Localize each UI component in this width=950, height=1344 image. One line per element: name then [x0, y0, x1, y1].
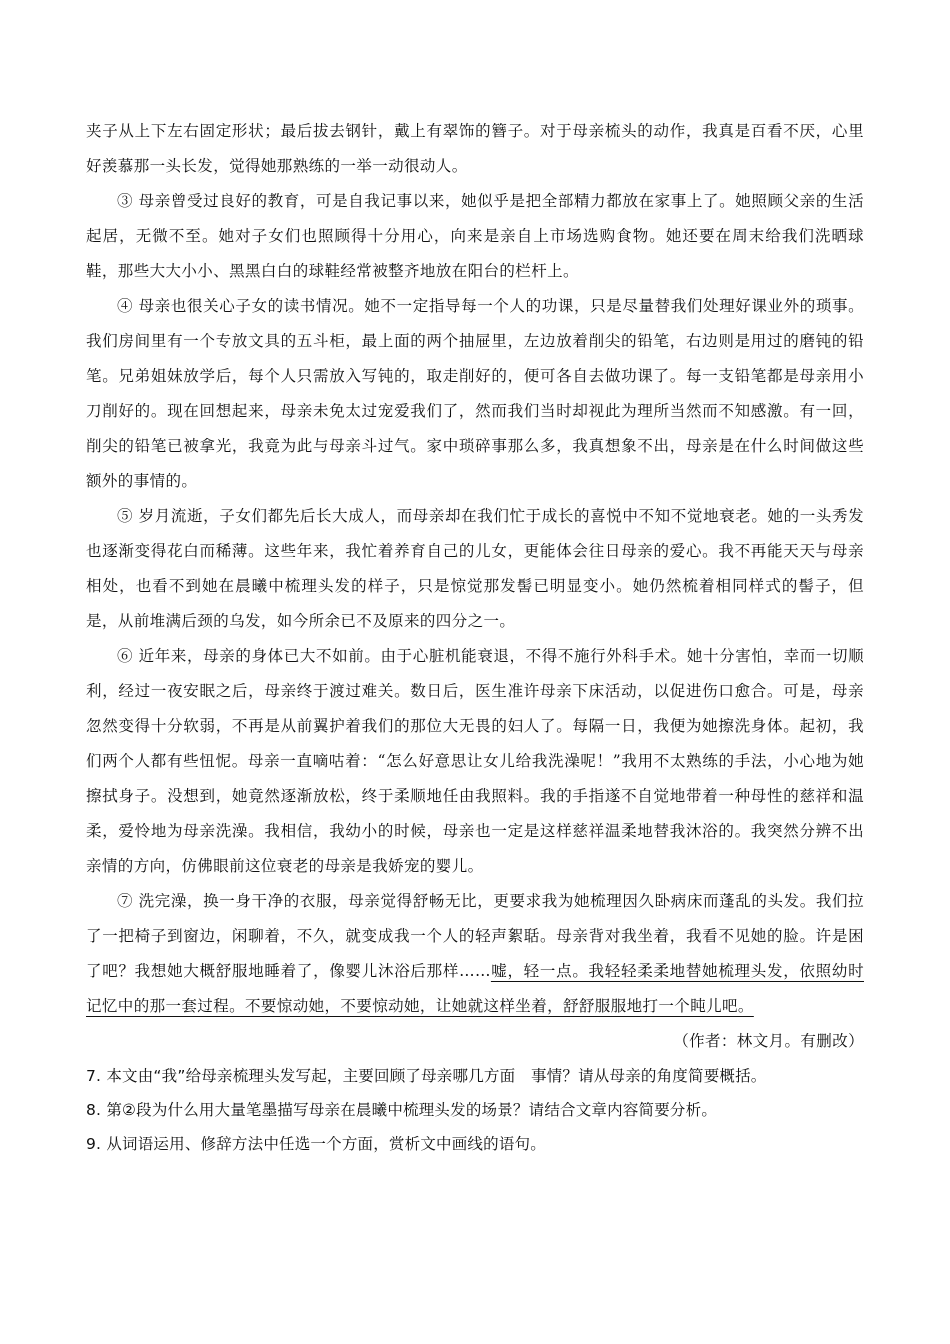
author-credit: （作者：林文月。有删改） — [673, 1032, 864, 1050]
paragraph-continued: 夹子从上下左右固定形状；最后拔去钢针，戴上有翠饰的簪子。对于母亲梳头的动作，我真是百看不厌，心里好羡慕那一头长发，觉得她那熟练的一举一动很动人。 — [86, 122, 864, 175]
question-number: 8. — [86, 1101, 102, 1119]
paragraph-7 — [86, 884, 864, 1024]
question-text: 第②段为什么用大量笔墨描写母亲在晨曦中梳理头发的场景？请结合文章内容简要分析。 — [101, 1101, 718, 1119]
question-text: 本文由“我”给母亲梳理头发写起，主要回顾了母亲哪几方面 事情？请从母亲的角度简要概括。 — [101, 1067, 767, 1085]
question-7 — [86, 1059, 864, 1093]
question-8 — [86, 1093, 864, 1127]
underlined-sentence: 嘘，轻一点。我轻轻柔柔地替她梳理头发，依照幼时记忆中的那一套过程。不要惊动她，不要惊动她，让她就这样坐着，舒舒服服地打一个盹儿吧。 — [86, 962, 864, 1015]
question-9 — [86, 1127, 864, 1161]
paragraph-7-text: ⑦ 洗完澡，换一身干净的衣服，母亲觉得舒畅无比，更要求我为她梳理因久卧病床而蓬乱的头发。我们拉了一把椅子到窗边，闲聊着，不久，就变成我一个人的轻声絮聒。母亲背对我坐着，我看不见她的脸。许是困了吧？我想她大概舒服地睡着了，像婴儿沐浴后那样…… — [86, 892, 864, 980]
paragraph-3: ③ 母亲曾受过良好的教育，可是自我记事以来，她似乎是把全部精力都放在家事上了。她照顾父亲的生活起居，无微不至。她对子女们也照顾得十分用心，向来是亲自上市场选购食物。她还要在周末给我们洗晒球鞋，那些大大小小、黑黑白白的球鞋经常被整齐地放在阳台的栏杆上。 — [86, 192, 864, 280]
paragraph-6: ⑥ 近年来，母亲的身体已大不如前。由于心脏机能衰退，不得不施行外科手术。她十分害怕，幸而一切顺利，经过一夜安眠之后，母亲终于渡过难关。数日后，医生准许母亲下床活动，以促进伤口愈合。可是，母亲忽然变得十分软弱，不再是从前翼护着我们的那位大无畏的妇人了。每隔一日，我便为她擦洗身体。起初，我们两个人都有些忸怩。母亲一直嘀咕着：“怎么好意思让女儿给我洗澡呢！”我用不太熟练的手法，小心地为她擦拭身子。没想到，她竟然逐渐放松，终于柔顺地任由我照料。我的手指遂不自觉地带着一种母性的慈祥和温柔，爱怜地为母亲洗澡。我相信，我幼小的时候，母亲也一定是这样慈祥温柔地替我沐浴的。我突然分辨不出亲情的方向，仿佛眼前这位衰老的母亲是我娇宠的婴儿。 — [86, 647, 864, 875]
paragraph-4: ④ 母亲也很关心子女的读书情况。她不一定指导每一个人的功课，只是尽量替我们处理好课业外的琐事。我们房间里有一个专放文具的五斗柜，最上面的两个抽屉里，左边放着削尖的铅笔，右边则是用过的磨钝的铅笔。兄弟姐妹放学后，每个人只需放入写钝的，取走削好的，便可各自去做功课了。每一支铅笔都是母亲用小刀削好的。现在回想起来，母亲未免太过宠爱我们了，然而我们当时却视此为理所当然而不知感激。有一回，削尖的铅笔已被拿光，我竟为此与母亲斗过气。家中琐碎事那么多，我真想象不出，母亲是在什么时间做这些额外的事情的。 — [86, 297, 864, 490]
question-number: 9. — [86, 1135, 102, 1153]
paragraph-5: ⑤ 岁月流逝，子女们都先后长大成人，而母亲却在我们忙于成长的喜悦中不知不觉地衰老。她的一头秀发也逐渐变得花白而稀薄。这些年来，我忙着养育自己的儿女，更能体会往日母亲的爱心。我不再能天天与母亲相处，也看不到她在晨曦中梳理头发的样子，只是惊觉那发髻已明显变小。她仍然梳着相同样式的髻子，但是，从前堆满后颈的乌发，如今所余已不及原来的四分之一。 — [86, 507, 864, 630]
question-text: 从词语运用、修辞方法中任选一个方面，赏析文中画线的语句。 — [101, 1135, 546, 1153]
question-number: 7. — [86, 1067, 102, 1085]
